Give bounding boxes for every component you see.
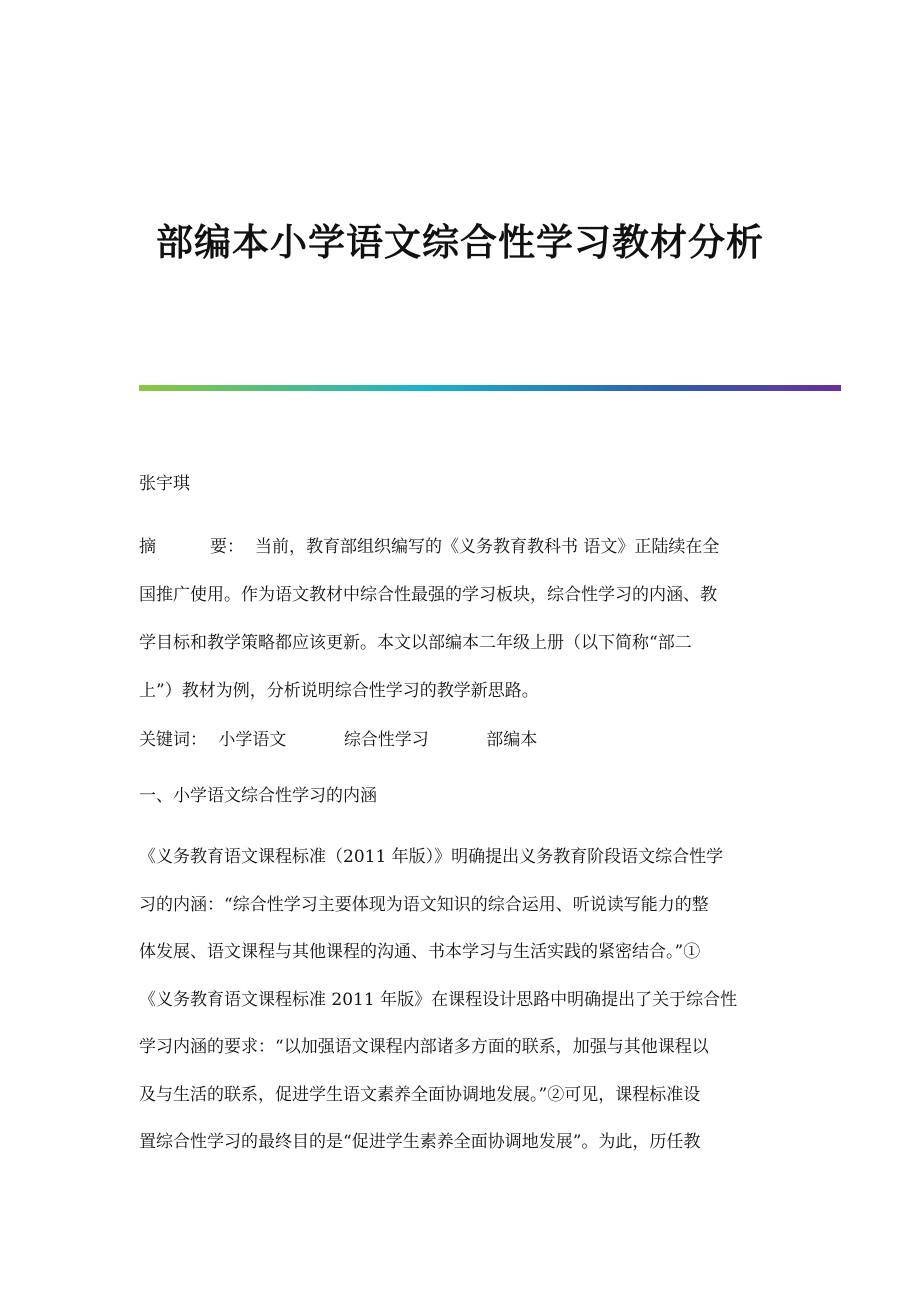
keyword-item: 部编本	[486, 730, 538, 750]
abstract	[139, 523, 779, 715]
paragraph-line: 置综合性学习的最终目的是“促进学生素养全面协调地发展”。为此，历任教	[139, 1132, 701, 1152]
body-paragraph	[139, 834, 781, 1167]
abstract-label-part2: 要：	[210, 537, 244, 557]
section-heading: 一、小学语文综合性学习的内涵	[139, 786, 377, 806]
paragraph-line: 学习内涵的要求：“以加强语文课程内部诸多方面的联系，加强与其他课程以	[139, 1037, 709, 1057]
paragraph-line: 体发展、语文课程与其他课程的沟通、书本学习与生活实践的紧密结合。”①	[139, 942, 701, 962]
abstract-line-3: 学目标和教学策略都应该更新。本文以部编本二年级上册（以下简称“部二	[139, 633, 692, 653]
paragraph-line: 习的内涵：“综合性学习主要体现为语文知识的综合运用、听说读写能力的整	[139, 894, 709, 915]
abstract-label	[139, 523, 255, 571]
keywords-label: 关键词：	[139, 730, 207, 750]
paragraph-line: 《义务教育语文课程标准（2011 年版）》明确提出义务教育阶段语文综合性学	[139, 847, 724, 867]
abstract-text: 当前，教育部组织编写的《义务教育教科书 语文》正陆续在全	[255, 537, 720, 557]
document-title: 部编本小学语文综合性学习教材分析	[156, 220, 764, 264]
keyword-item: 小学语文	[218, 730, 287, 750]
abstract-label-part1: 摘	[139, 537, 156, 557]
abstract-line-2: 国推广使用。作为语文教材中综合性最强的学习板块，综合性学习的内涵、教	[139, 585, 717, 605]
title-divider-bar	[139, 385, 841, 391]
keywords	[139, 724, 779, 756]
author-name: 张宇琪	[139, 474, 190, 494]
paragraph-line: 《义务教育语文课程标准 2011 年版》在课程设计思路中明确提出了关于综合性	[139, 989, 738, 1010]
abstract-line-4: 上”）教材为例，分析说明综合性学习的教学新思路。	[139, 681, 539, 701]
abstract-line-1	[139, 523, 779, 571]
paragraph-line: 及与生活的联系，促进学生语文素养全面协调地发展。”②可见，课程标准设	[139, 1084, 701, 1105]
keyword-item: 综合性学习	[343, 730, 429, 750]
